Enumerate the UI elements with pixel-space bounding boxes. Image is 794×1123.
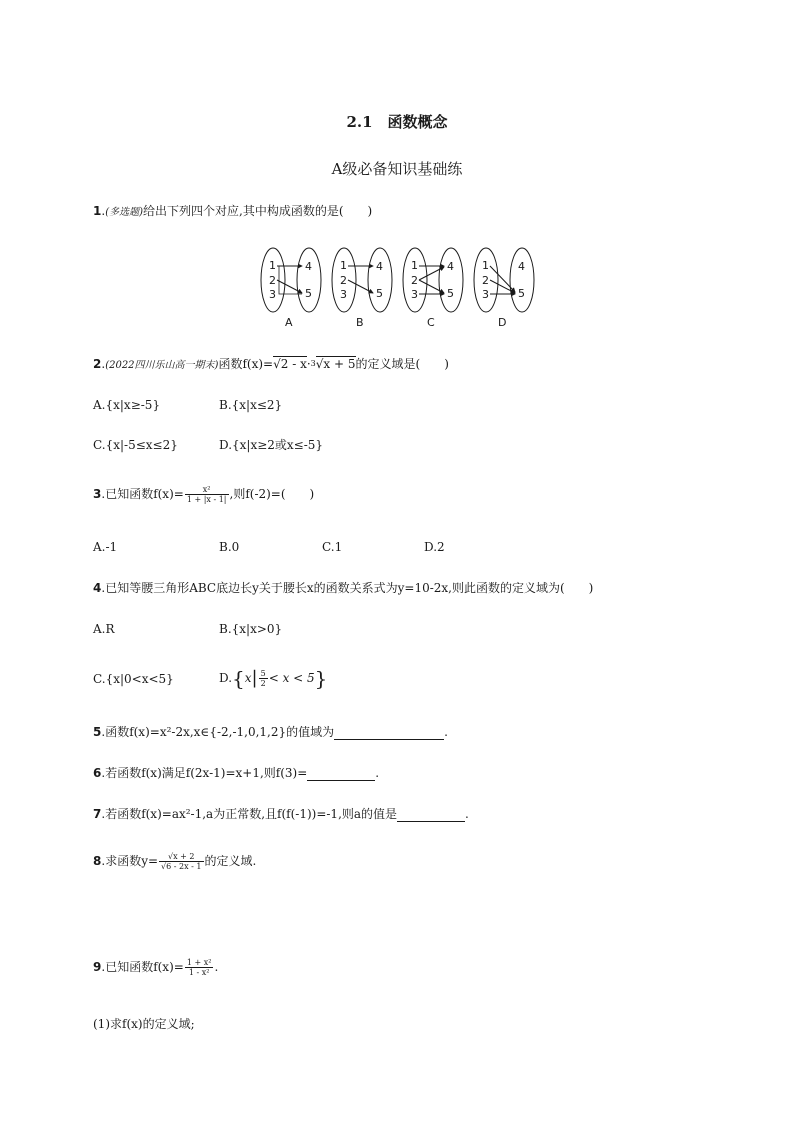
q3-option-b: B.0 xyxy=(219,540,240,554)
diagram-a xyxy=(261,248,321,329)
mapping-diagrams xyxy=(0,238,794,348)
fraction: $\frac{√x + 2}{√6 - 2x - 1}$ xyxy=(161,852,202,871)
q3-option-c: C.1 xyxy=(322,540,343,554)
fraction: $\frac{\text{1 + x²}}{\text{1 - x²}}$ xyxy=(186,958,212,977)
page-title: 2.1 函数概念 xyxy=(346,113,448,131)
diagram-label-b: B xyxy=(356,316,364,329)
q4-option-c: C.{x|0<x<5} xyxy=(93,672,174,686)
left-elem-3: 3 xyxy=(269,288,276,301)
question-5: 5.函数f(x)=x²-2x,x∈{-2,-1,0,1,2}的值域为 . xyxy=(93,725,448,739)
svg-text:1: 1 xyxy=(482,259,489,272)
question-number: 1 xyxy=(93,204,102,218)
diagram-b xyxy=(332,248,392,329)
question-text: 给出下列四个对应,其中构成函数的是( ) xyxy=(143,204,373,218)
question-8: 8.求函数y= $\frac{√x + 2}{√6 - 2x - 1}$ 的定义域. xyxy=(93,852,257,871)
q3-option-d: D.2 xyxy=(424,540,445,554)
svg-text:1: 1 xyxy=(340,259,347,272)
question-4: 4.已知等腰三角形ABC底边长y关于腰长x的函数关系式为y=10-2x,则此函数的定义域为( ) xyxy=(93,581,594,595)
diagram-label-c: C xyxy=(427,316,435,329)
question-7: 7.若函数f(x)=ax²-1,a为正常数,且f(f(-1))=-1,则a的值是 . xyxy=(93,807,469,821)
left-elem-2: 2 xyxy=(269,274,276,287)
fraction: $\frac{\text{x²}}{1 + |x - 1|}$ xyxy=(186,485,227,504)
question-1: 1.(多选题)给出下列四个对应,其中构成函数的是( ) xyxy=(93,204,373,218)
svg-text:5: 5 xyxy=(376,287,383,300)
q2-option-b: B.{x|x≤2} xyxy=(219,398,283,412)
svg-text:3: 3 xyxy=(482,288,489,301)
svg-text:5: 5 xyxy=(447,287,454,300)
answer-blank[interactable] xyxy=(334,727,444,740)
svg-text:1: 1 xyxy=(411,259,418,272)
q2-option-a: A.{x|x≥-5} xyxy=(93,398,161,412)
svg-text:4: 4 xyxy=(376,260,383,273)
question-9: 9.已知函数f(x)= $\frac{\text{1 + x²}}{\text{1 - x²}}$ . xyxy=(93,958,219,977)
question-tag: (2022四川乐山高一期末) xyxy=(105,360,219,371)
answer-blank[interactable] xyxy=(307,768,375,781)
right-elem-5: 5 xyxy=(305,287,312,300)
q4-option-b: B.{x|x>0} xyxy=(219,622,283,636)
q4-option-a: A.R xyxy=(93,622,115,636)
q2-option-c: C.{x|-5≤x≤2} xyxy=(93,438,178,452)
q9-subquestion-1: (1)求f(x)的定义域; xyxy=(93,1017,195,1031)
diagram-c xyxy=(403,248,463,329)
svg-text:2: 2 xyxy=(482,274,489,287)
q4-option-d: D.{x| $\frac{5}{2}$ < x < 5} xyxy=(219,666,328,691)
question-3: 3.已知函数f(x)= $\frac{\text{x²}}{1 + |x - 1|}$ ,则f(-2)=( ) xyxy=(93,485,315,504)
diagram-label-d: D xyxy=(498,316,507,329)
radical-1: 2 - x xyxy=(280,357,307,371)
answer-blank[interactable] xyxy=(397,809,465,822)
question-6: 6.若函数f(x)满足f(2x-1)=x+1,则f(3)= . xyxy=(93,766,380,780)
radical-2: x + 5 xyxy=(323,357,356,371)
svg-text:2: 2 xyxy=(411,274,418,287)
svg-text:3: 3 xyxy=(340,288,347,301)
q2-option-d: D.{x|x≥2或x≤-5} xyxy=(219,438,324,452)
question-2: 2.(2022四川乐山高一期末)函数f(x)=√2 - x·$^3$√x + 5的定义域是( ) xyxy=(93,357,449,371)
diagram-d xyxy=(474,248,534,329)
diagram-label-a: A xyxy=(285,316,293,329)
svg-text:3: 3 xyxy=(411,288,418,301)
q3-option-a: A.-1 xyxy=(93,540,118,554)
svg-text:4: 4 xyxy=(447,260,454,273)
svg-text:2: 2 xyxy=(340,274,347,287)
svg-text:4: 4 xyxy=(518,260,525,273)
svg-text:5: 5 xyxy=(518,287,525,300)
section-subtitle: A级必备知识基础练 xyxy=(331,160,463,178)
left-elem-1: 1 xyxy=(269,259,276,272)
right-elem-4: 4 xyxy=(305,260,312,273)
question-tag: (多选题) xyxy=(105,207,143,218)
